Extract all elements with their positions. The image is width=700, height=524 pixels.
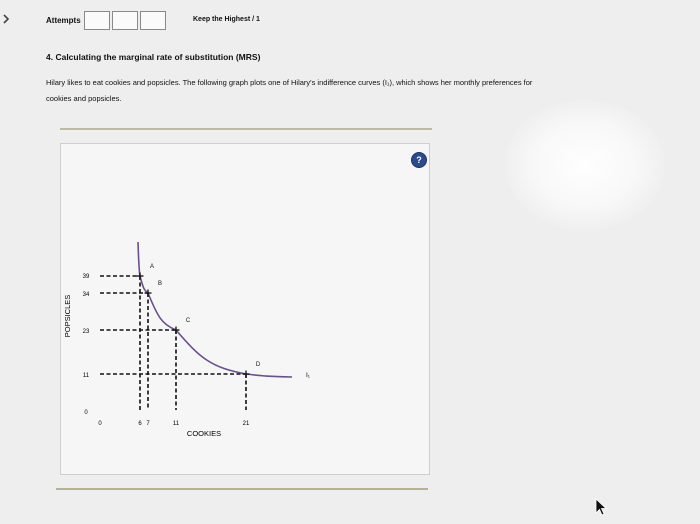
y-tick-11: 11	[82, 373, 90, 379]
y-tick-23: 23	[82, 329, 90, 335]
attempts-label: Attempts	[46, 16, 81, 25]
y-tick-0: 0	[84, 410, 88, 416]
screen-glare	[505, 100, 665, 230]
divider-bottom	[56, 488, 428, 490]
y-tick-39: 39	[82, 274, 90, 280]
x-tick-0: 0	[98, 421, 102, 427]
x-tick-6: 6	[138, 421, 142, 427]
x-tick-21: 21	[242, 421, 250, 427]
prompt-line-1: Hilary likes to eat cookies and popsicles. The following graph plots one of Hilary's indifference curves (I₁), which shows her monthly preferences for	[46, 78, 533, 87]
x-axis-label: COOKIES	[186, 429, 222, 438]
x-tick-7: 7	[146, 421, 150, 427]
point-label-b: B	[157, 281, 163, 287]
x-tick-11: 11	[172, 421, 180, 427]
point-label-c: C	[185, 318, 191, 324]
y-axis-label: POPSICLES	[63, 294, 72, 338]
curve-label: I₁	[306, 372, 310, 379]
prompt-line-2: cookies and popsicles.	[46, 94, 122, 103]
mouse-cursor-icon	[594, 498, 608, 516]
help-icon[interactable]: ?	[411, 152, 427, 168]
y-tick-34: 34	[82, 292, 90, 298]
keep-highest-label: Keep the Highest / 1	[193, 16, 260, 23]
point-label-a: A	[149, 264, 155, 270]
indifference-curve-i1	[138, 242, 292, 377]
point-label-d: D	[255, 362, 261, 368]
question-title: 4. Calculating the marginal rate of substitution (MRS)	[46, 52, 261, 62]
